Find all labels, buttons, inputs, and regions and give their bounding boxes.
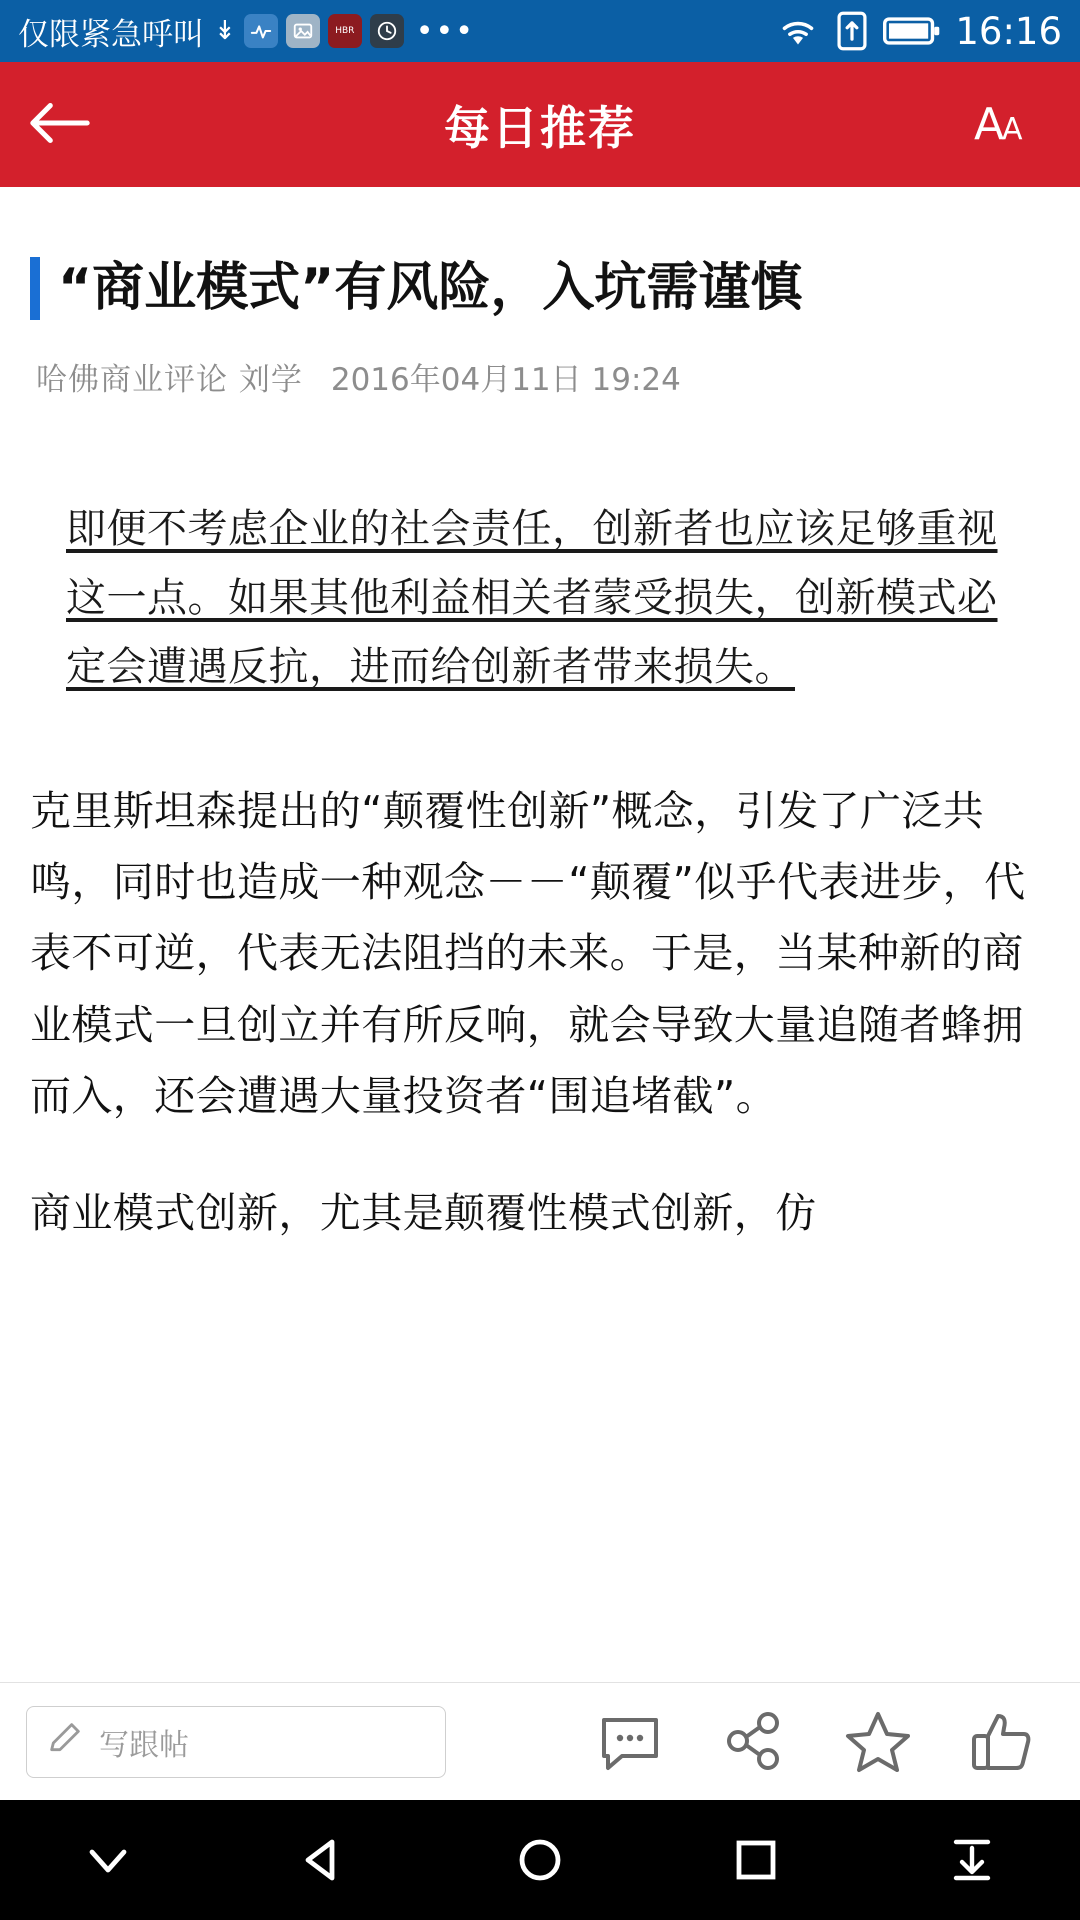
article-lead: 即便不考虑企业的社会责任，创新者也应该足够重视这一点。如果其他利益相关者蒙受损失，创新模式必定会遭遇反抗，进而给创新者带来损失。 xyxy=(66,506,998,691)
status-clock: 16:16 xyxy=(955,9,1062,53)
action-bar xyxy=(0,1682,1080,1800)
share-icon[interactable] xyxy=(718,1706,790,1778)
thumbs-up-icon[interactable] xyxy=(966,1706,1038,1778)
byline xyxy=(36,354,1050,399)
title-accent-bar xyxy=(30,257,40,320)
battery-icon xyxy=(883,15,941,47)
article-title: “商业模式”有风险，入坑需谨慎 xyxy=(58,258,803,318)
svg-text:A: A xyxy=(974,98,1005,150)
download-arrow-icon: ↡ xyxy=(214,16,236,46)
back-button[interactable] xyxy=(0,62,120,187)
status-bar xyxy=(0,0,1080,62)
system-nav-bar xyxy=(0,1800,1080,1920)
recents-square-icon[interactable] xyxy=(701,1800,811,1920)
wifi-icon xyxy=(775,13,821,49)
activity-icon xyxy=(244,14,278,48)
article-paragraph-2: 商业模式创新，尤其是颠覆性模式创新，仿 xyxy=(30,1189,817,1238)
action-icons xyxy=(594,1706,1054,1778)
pencil-icon xyxy=(45,1718,85,1766)
overflow-dots-icon: ••• xyxy=(415,13,475,49)
sim-card-icon xyxy=(835,10,869,52)
page-title: 每日推荐 xyxy=(444,100,636,155)
article-content[interactable] xyxy=(0,187,1080,1682)
article-date: 2016年04月11日 19:24 xyxy=(330,362,681,399)
comment-placeholder: 写跟帖 xyxy=(99,1727,189,1763)
comment-icon[interactable] xyxy=(594,1706,666,1778)
download-tray-icon[interactable] xyxy=(917,1800,1027,1920)
back-arrow-icon xyxy=(27,97,93,153)
home-circle-icon[interactable] xyxy=(485,1800,595,1920)
gallery-icon xyxy=(286,14,320,48)
star-icon[interactable] xyxy=(842,1706,914,1778)
status-bar-right xyxy=(775,10,1062,53)
clock-icon xyxy=(370,14,404,48)
comment-input[interactable] xyxy=(26,1706,446,1778)
font-size-icon xyxy=(972,98,1036,157)
hide-keyboard-icon[interactable] xyxy=(53,1800,163,1920)
status-bar-left xyxy=(18,9,475,54)
article-paragraph-1: 克里斯坦森提出的“颠覆性创新”概念，引发了广泛共鸣，同时也造成一种观念－－“颠覆”似乎代表进步，代表不可逆，代表无法阻挡的未来。于是，当某种新的商业模式一旦创立并有所反响，就会导致大量追随者蜂拥而入，还会遭遇大量投资者“围追堵截”。 xyxy=(30,786,1026,1121)
svg-text:A: A xyxy=(1002,111,1023,147)
article-title-row xyxy=(30,257,1050,320)
article-source: 哈佛商业评论 刘学 xyxy=(36,362,303,399)
font-size-button[interactable] xyxy=(972,93,1036,157)
back-triangle-icon[interactable] xyxy=(269,1800,379,1920)
hbr-icon: HBR xyxy=(328,14,362,48)
app-header xyxy=(0,62,1080,187)
carrier-label: 仅限紧急呼叫 xyxy=(18,16,204,53)
